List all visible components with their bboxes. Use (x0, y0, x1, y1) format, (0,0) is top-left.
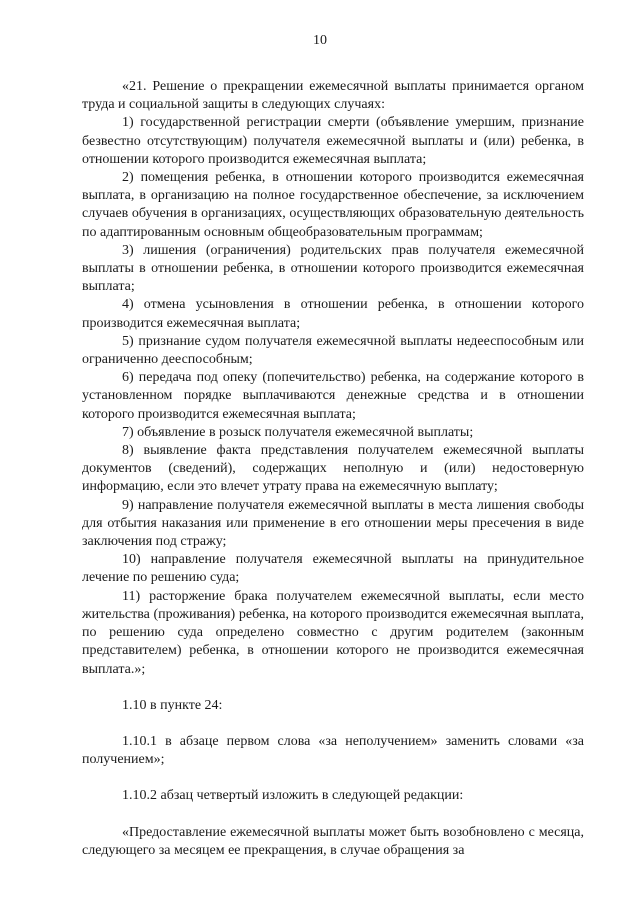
list-item-11: 11) расторжение брака получателем ежемесячной выплаты, если место жительства (проживания) ребенка, на которого производится ежемесячная выплата, по решению суда определено совместно с другим родителем (законным представителем) ребенка, в отношении которого не производится ежемесячная выплата.»; (82, 588, 584, 677)
list-item-7: 7) объявление в розыск получателя ежемесячной выплаты; (122, 424, 474, 440)
list-item-3: 3) лишения (ограничения) родительских прав получателя ежемесячной выплаты в отношении ребенка, в отношении которого производится ежемесячная выплата; (82, 242, 584, 295)
list-item-6: 6) передача под опеку (попечительство) ребенка, на содержание которого в установленном порядке выплачиваются денежные средства и в отношении которого производится ежемесячная выплата; (82, 370, 584, 422)
list-item-4: 4) отмена усыновления в отношении ребенка, в отношении которого производится ежемесячная выплата; (82, 297, 584, 331)
paragraph-21-intro: «21. Решение о прекращении ежемесячной выплаты принимается органом труда и социальной защиты в следующих случаях: (82, 79, 584, 113)
list-item-9: 9) направление получателя ежемесячной выплаты в места лишения свободы для отбытия наказания или применение в его отношении меры пресечения в виде заключения под стражу; (82, 497, 584, 550)
list-item-1: 1) государственной регистрации смерти (объявление умершим, признание безвестно отсутствующим) получателя ежемесячной выплаты и (или) ребенка, в отношении которого производится ежемесячная выплата; (82, 115, 584, 167)
list-item-10: 10) направление получателя ежемесячной выплаты на принудительное лечение по решению суда; (82, 552, 584, 586)
page-number: 10 (313, 33, 327, 48)
clause-1-10-2: 1.10.2 абзац четвертый изложить в следующей редакции: (122, 788, 464, 804)
list-item-8: 8) выявление факта представления получателем ежемесячной выплаты документов (сведений), содержащих неполную и (или) недостоверную информацию, если это влечет утрату права на ежемесячную выплату; (82, 443, 584, 495)
clause-1-10-1: 1.10.1 в абзаце первом слова «за неполучением» заменить словами «за получением»; (82, 733, 584, 768)
document-body (82, 78, 584, 860)
clause-1-10: 1.10 в пункте 24: (122, 697, 223, 713)
list-item-2: 2) помещения ребенка, в отношении которого производится ежемесячная выплата, в организацию на полное государственное обеспечение, за исключением случаев обучения в организациях, осуществляющих образовательную деятельность по адаптированным основным общеобразовательным программам; (82, 170, 584, 240)
list-item-5: 5) признание судом получателя ежемесячной выплаты недееспособным или ограниченно дееспособным; (82, 333, 584, 368)
quoted-text-start: «Предоставление ежемесячной выплаты может быть возобновлено с месяца, следующего за месяцем ее прекращения, в случае обращения за (82, 824, 584, 858)
